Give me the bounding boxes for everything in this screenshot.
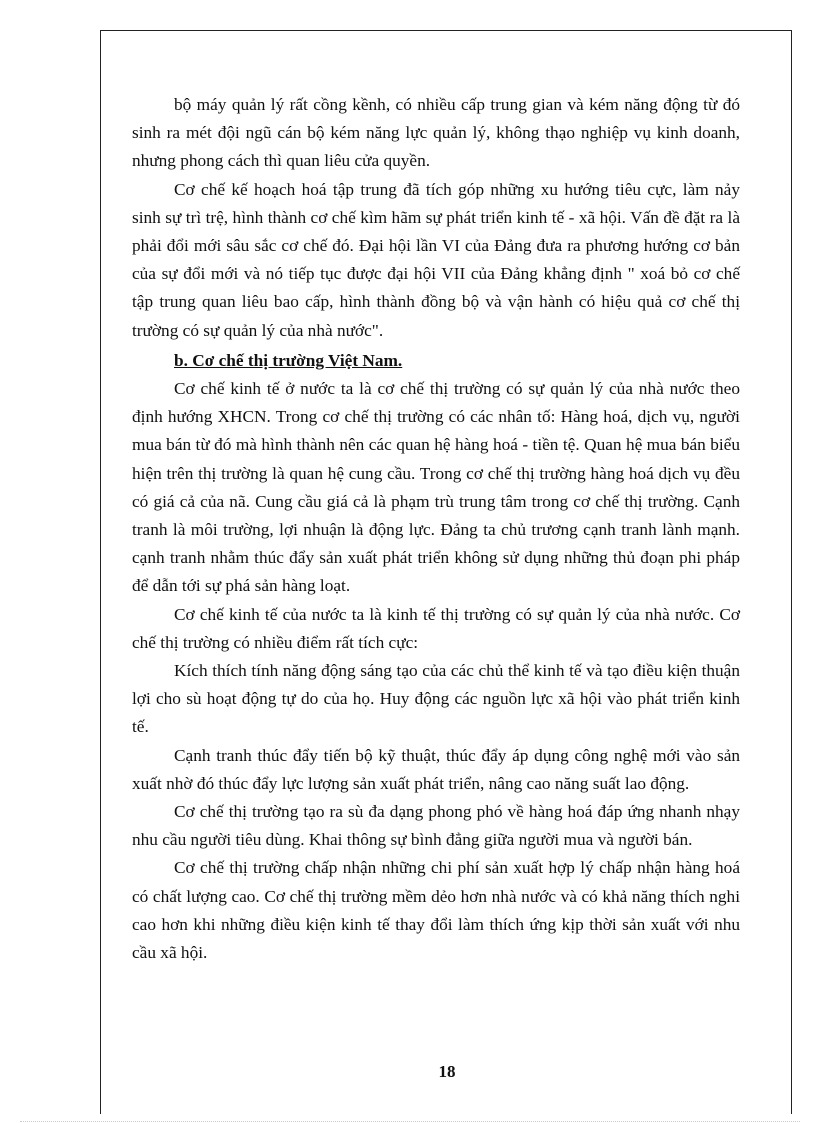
paragraph-planned-economy: Cơ chế kế hoạch hoá tập trung đã tích góp những xu hướng tiêu cực, làm nảy sinh sự trì trệ, hình thành cơ chế kìm hãm sự phát triển kinh tế - xã hội. Vấn đề đặt ra là phải đổi mới sâu sắc cơ chế đó. Đại hội lần VI của Đảng đưa ra phương hướng cơ bản của sự đổi mới và nó tiếp tục được đại hội VII của Đảng khẳng định " xoá bỏ cơ chế tập trung quan liêu bao cấp, hình thành đồng bộ và vận hành có hiệu quả cơ chế thị trường có sự quản lý của nhà nước". (132, 179, 740, 340)
paragraph-competition: Cạnh tranh thúc đẩy tiến bộ kỹ thuật, thúc đẩy áp dụng công nghệ mới vào sản xuất nhờ đó thúc đẩy lực lượng sản xuất phát triển, nâng cao năng suất lao động. (132, 745, 740, 793)
page-bottom-edge (20, 1121, 800, 1122)
paragraph-stimulate-dynamism: Kích thích tính năng động sáng tạo của các chủ thể kinh tế và tạo điều kiện thuận lợi cho sù hoạt động tự do của họ. Huy động các nguồn lực xã hội vào phát triển kinh tế. (132, 661, 740, 737)
paragraph-continuation: bộ máy quản lý rất cồng kềnh, có nhiều cấp trung gian và kém năng động từ đó sinh ra mét đội ngũ cán bộ kém năng lực quản lý, không thạo nghiệp vụ kinh doanh, nhưng phong cách thì quan liêu cửa quyền. (132, 95, 740, 171)
paragraph-market-economy: Cơ chế kinh tế của nước ta là kinh tế thị trường có sự quản lý của nhà nước. Cơ chế thị trường có nhiều điểm rất tích cực: (132, 604, 740, 652)
document-body (132, 91, 740, 967)
section-heading: b. Cơ chế thị trường Việt Nam. (174, 350, 403, 370)
paragraph-diversity: Cơ chế thị trường tạo ra sù đa dạng phong phó về hàng hoá đáp ứng nhanh nhạy nhu cầu người tiêu dùng. Khai thông sự bình đẳng giữa người mua và người bán. (132, 802, 740, 850)
paragraph-flexibility: Cơ chế thị trường chấp nhận những chi phí sản xuất hợp lý chấp nhận hàng hoá có chất lượng cao. Cơ chế thị trường mềm dẻo hơn nhà nước và có khả năng thích nghi cao hơn khi những điều kiện kinh tế thay đổi làm thích ứng kịp thời sản xuất với nhu cầu xã hội. (132, 858, 740, 963)
paragraph-market-mechanism: Cơ chế kinh tế ở nước ta là cơ chế thị trường có sự quản lý của nhà nước theo định hướng XHCN. Trong cơ chế thị trường có các nhân tố: Hàng hoá, dịch vụ, người mua bán từ đó mà hình thành nên các quan hệ hàng hoá - tiền tệ. Quan hệ mua bán biểu hiện trên thị trường là quan hệ cung cầu. Trong cơ chế thị trường hàng hoá dịch vụ đều có giá cả của nã. Cung cầu giá cả là phạm trù trung tâm trong cơ chế thị trường. Cạnh tranh là môi trường, lợi nhuận là động lực. Đảng ta chủ trương cạnh tranh lành mạnh. cạnh tranh nhằm thúc đẩy sản xuất phát triển không sử dụng những thủ đoạn phi pháp để dẫn tới sự phá sản hàng loạt. (132, 379, 740, 596)
page-number: 18 (438, 1062, 456, 1081)
